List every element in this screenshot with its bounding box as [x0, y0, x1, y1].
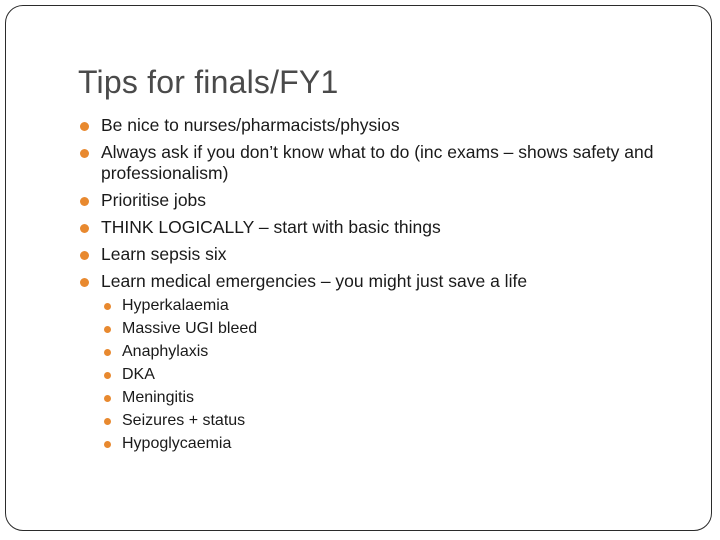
bullet-item	[80, 142, 660, 184]
sub-bullet-item	[104, 388, 257, 408]
sub-bullet-dot-icon	[104, 441, 111, 448]
sub-bullet-text: Meningitis	[122, 389, 195, 406]
sub-bullet-item	[104, 342, 257, 362]
sub-bullet-item	[104, 365, 257, 385]
sub-bullet-text: Hyperkalaemia	[122, 297, 229, 314]
bullet-item	[80, 190, 660, 211]
bullet-item	[80, 217, 660, 238]
bullet-item	[80, 115, 660, 136]
slide-title: Tips for finals/FY1	[78, 64, 339, 100]
sub-bullet-item	[104, 319, 257, 339]
sub-bullet-item	[104, 434, 257, 454]
bullet-dot-icon	[80, 251, 89, 260]
bullet-text: Learn sepsis six	[101, 244, 227, 264]
bullet-dot-icon	[80, 149, 89, 158]
sub-bullet-dot-icon	[104, 418, 111, 425]
bullet-dot-icon	[80, 224, 89, 233]
sub-bullet-item	[104, 296, 257, 316]
bullet-item	[80, 244, 660, 265]
sub-bullet-dot-icon	[104, 395, 111, 402]
sub-bullet-dot-icon	[104, 349, 111, 356]
sub-bullet-dot-icon	[104, 303, 111, 310]
bullet-text: Be nice to nurses/pharmacists/physios	[101, 115, 400, 135]
sub-bullet-dot-icon	[104, 372, 111, 379]
sub-bullet-text: Anaphylaxis	[122, 343, 209, 360]
bullet-text: THINK LOGICALLY – start with basic things	[101, 217, 441, 237]
bullet-text: Prioritise jobs	[101, 190, 207, 210]
sub-bullet-text: Massive UGI bleed	[122, 320, 258, 337]
sub-bullet-dot-icon	[104, 326, 111, 333]
bullet-text: Always ask if you don’t know what to do (inc exams – shows safety and professionalism)	[101, 142, 654, 183]
bullet-text: Learn medical emergencies – you might just save a life	[101, 271, 528, 291]
sub-bullet-text: DKA	[122, 366, 155, 383]
sub-bullet-list	[104, 296, 257, 457]
bullet-dot-icon	[80, 278, 89, 287]
bullet-item	[80, 271, 660, 292]
bullet-dot-icon	[80, 122, 89, 131]
sub-bullet-text: Seizures + status	[122, 412, 246, 429]
bullet-list	[80, 115, 660, 298]
sub-bullet-item	[104, 411, 257, 431]
sub-bullet-text: Hypoglycaemia	[122, 435, 232, 452]
bullet-dot-icon	[80, 197, 89, 206]
